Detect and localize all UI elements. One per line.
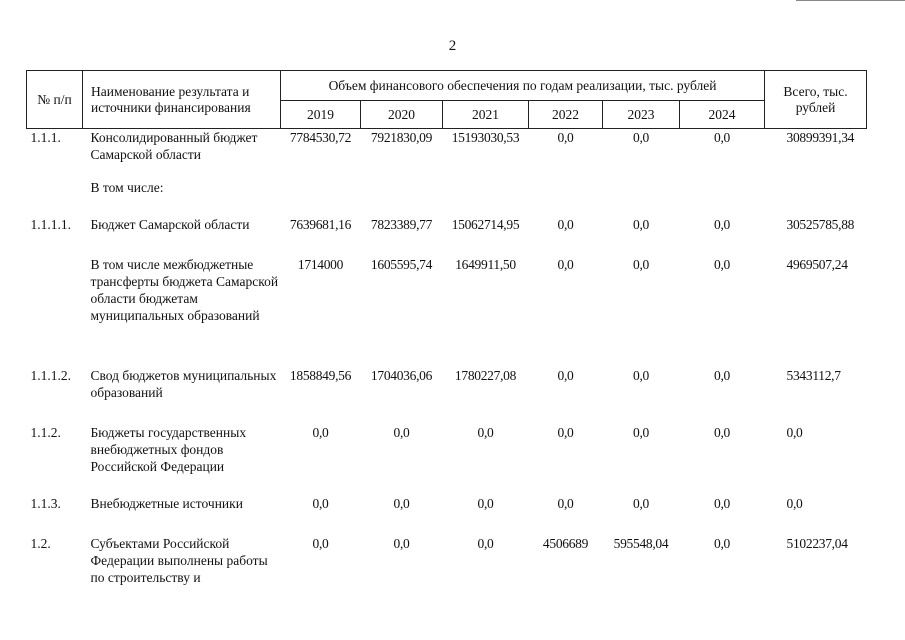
row-value: 0,0 — [714, 130, 730, 145]
row-name: В том числе межбюджетные трансферты бюджета Самарской области бюджетам муниципальных образований — [90, 256, 279, 323]
row-value — [603, 179, 680, 216]
row-value: 1704036,06 — [370, 367, 433, 383]
row-name: Субъектами Российской Федерации выполнены работы по строительству и — [90, 535, 268, 585]
row-name: Бюджеты государственных внебюджетных фондов Российской Федерации — [90, 424, 247, 474]
row-value: 0,0 — [714, 216, 730, 232]
header-number: № п/п — [27, 71, 83, 129]
row-value: 0,0 — [714, 256, 730, 272]
table-row — [27, 179, 867, 216]
row-value: 0,0 — [477, 535, 494, 551]
row-value: 0,0 — [714, 424, 730, 440]
row-value: 0,0 — [557, 256, 574, 272]
row-number: 1.1.1.2. — [30, 367, 71, 383]
row-value: 0,0 — [714, 495, 730, 511]
header-total: Всего, тыс. рублей — [765, 71, 867, 129]
row-value: 595548,04 — [613, 535, 669, 551]
row-value: 0,0 — [312, 535, 329, 551]
header-name: Наименование результата и источники финансирования — [83, 71, 281, 129]
row-value: 0,0 — [714, 367, 730, 383]
row-value: 0,0 — [633, 216, 649, 232]
table-row — [27, 216, 867, 256]
row-value: 0,0 — [633, 367, 649, 383]
row-value — [361, 179, 443, 216]
row-value: 0,0 — [633, 424, 649, 440]
header-year: 2019 — [281, 101, 361, 129]
table-row — [27, 129, 867, 179]
row-value: 15062714,95 — [451, 216, 520, 232]
row-value: 15193030,53 — [451, 130, 520, 145]
row-value: 7921830,09 — [370, 130, 433, 145]
row-value: 0,0 — [393, 535, 410, 551]
row-value: 1858849,56 — [289, 367, 352, 383]
row-value: 7639681,16 — [289, 216, 352, 232]
row-value: 4506689 — [542, 535, 589, 551]
row-total: 30525785,88 — [786, 216, 855, 232]
header-year: 2020 — [361, 101, 443, 129]
header-year: 2022 — [529, 101, 603, 129]
row-value: 0,0 — [633, 130, 649, 145]
row-name: Консолидированный бюджет Самарской области — [90, 130, 258, 162]
top-edge-rule — [796, 0, 905, 1]
row-total — [765, 179, 867, 216]
row-value: 0,0 — [714, 535, 730, 551]
funding-table — [26, 70, 867, 595]
row-value: 0,0 — [393, 495, 410, 511]
table-row — [27, 367, 867, 424]
row-value: 1649911,50 — [455, 256, 516, 272]
row-total: 30899391,34 — [786, 130, 855, 145]
row-value: 0,0 — [312, 495, 329, 511]
row-value — [529, 179, 603, 216]
row-value: 0,0 — [477, 495, 494, 511]
row-value: 7823389,77 — [370, 216, 433, 232]
row-value: 0,0 — [477, 424, 494, 440]
row-value: 7784530,72 — [289, 130, 352, 145]
row-value — [680, 179, 765, 216]
row-name: В том числе: — [90, 179, 164, 195]
row-value: 0,0 — [312, 424, 329, 440]
row-value: 1605595,74 — [370, 256, 433, 272]
header-year: 2023 — [603, 101, 680, 129]
row-value: 0,0 — [557, 424, 574, 440]
row-value — [281, 179, 361, 216]
page-number: 2 — [448, 38, 457, 54]
row-total: 0,0 — [786, 424, 803, 440]
row-number: 1.2. — [30, 535, 51, 551]
row-number: 1.1.2. — [30, 424, 61, 440]
row-value: 0,0 — [557, 130, 574, 145]
row-value — [443, 179, 529, 216]
row-total: 4969507,24 — [786, 256, 848, 272]
row-value: 0,0 — [633, 256, 649, 272]
row-value: 0,0 — [393, 424, 410, 440]
row-value: 1714000 — [297, 256, 344, 272]
row-name: Внебюджетные источники — [90, 495, 243, 511]
row-value: 0,0 — [633, 495, 649, 511]
row-value: 0,0 — [557, 495, 574, 511]
row-total: 5343112,7 — [786, 367, 841, 383]
table-row — [27, 256, 867, 367]
row-total: 5102237,04 — [786, 535, 848, 551]
row-total: 0,0 — [786, 495, 803, 511]
row-value: 0,0 — [557, 367, 574, 383]
row-number: 1.1.1.1. — [30, 216, 71, 232]
row-value: 1780227,08 — [454, 367, 517, 383]
row-number: 1.1.3. — [30, 495, 61, 511]
row-name: Бюджет Самарской области — [90, 216, 250, 232]
row-number: 1.1.1. — [30, 130, 61, 145]
header-year: 2024 — [680, 101, 765, 129]
row-value: 0,0 — [557, 216, 574, 232]
row-name: Свод бюджетов муниципальных образований — [90, 367, 277, 400]
header-funding: Объем финансового обеспечения по годам реализации, тыс. рублей — [281, 71, 765, 101]
table-row — [27, 495, 867, 535]
table-row — [27, 535, 867, 595]
row-number — [27, 256, 83, 367]
table-row — [27, 424, 867, 495]
header-year: 2021 — [443, 101, 529, 129]
row-number — [27, 179, 83, 216]
